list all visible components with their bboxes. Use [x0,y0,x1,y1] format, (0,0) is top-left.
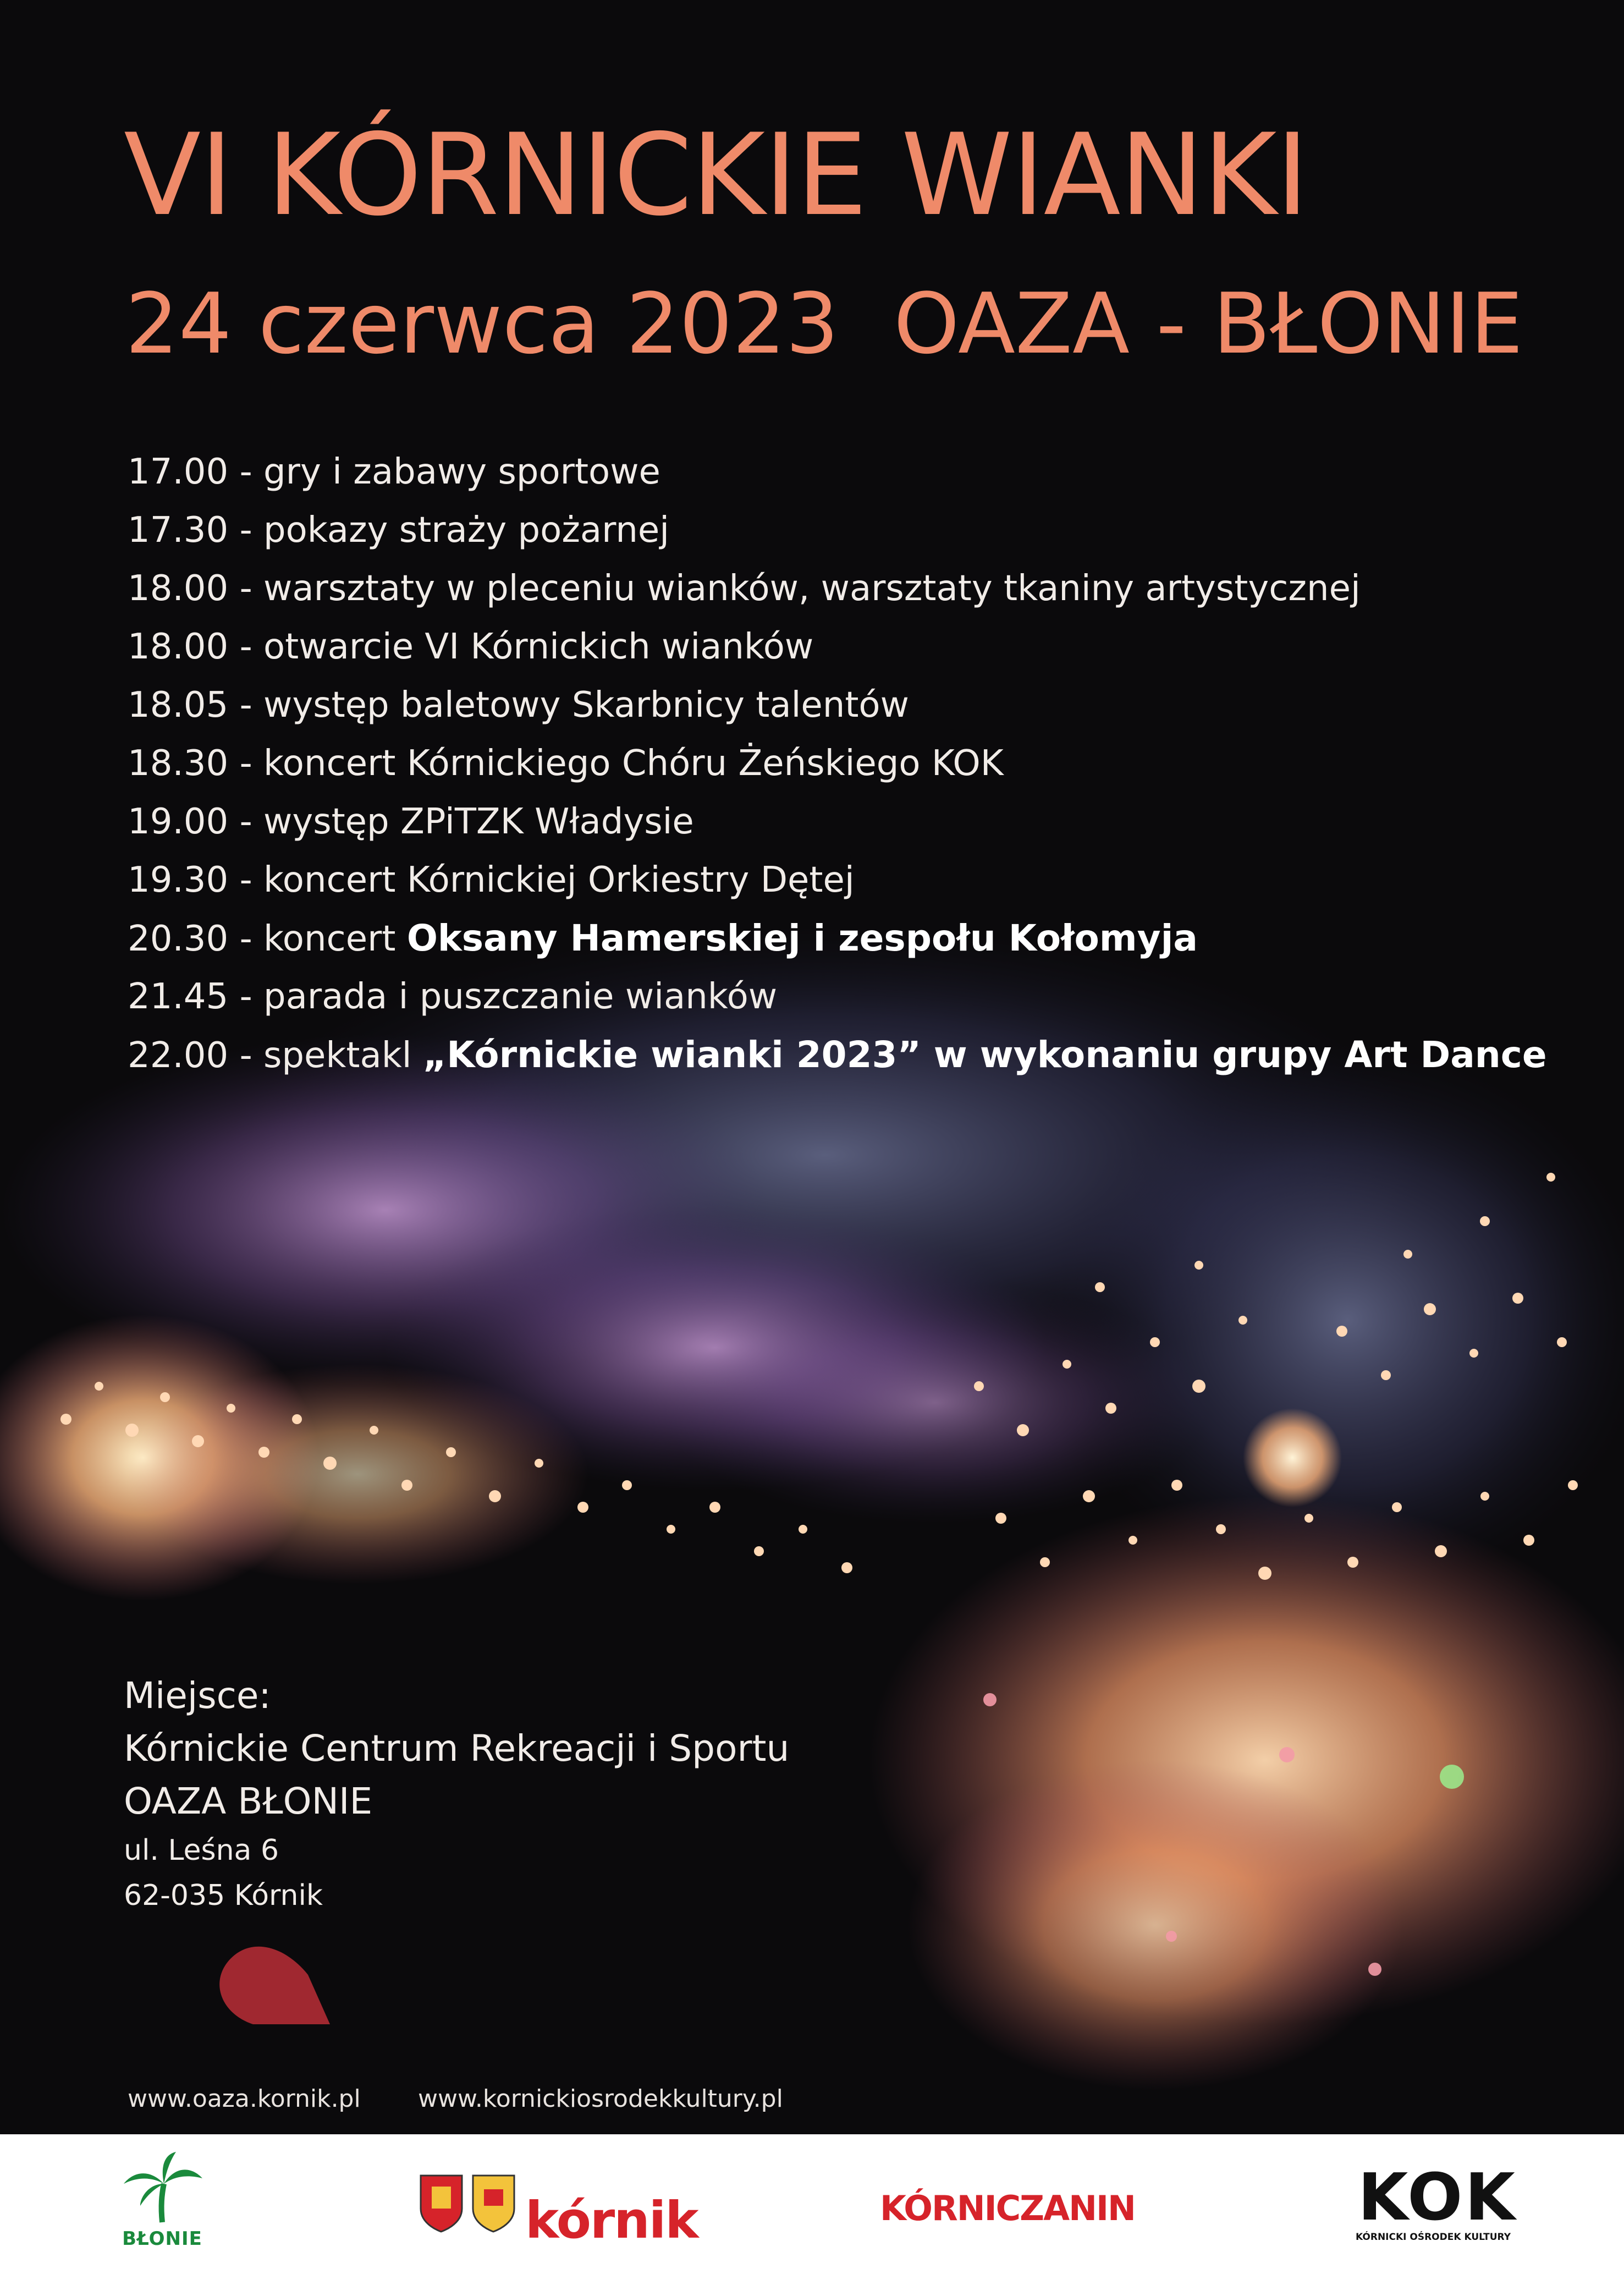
schedule-time: 22.00 - [128,1035,263,1076]
schedule-item [128,618,1547,676]
kornik-logo-text: kórnik [525,2191,698,2250]
kok-logo-subtitle: KÓRNICKI OŚRODEK KULTURY [1356,2232,1511,2243]
venue-label: Miejsce: [124,1674,271,1717]
palm-icon [115,2151,209,2228]
venue-street: ul. Leśna 6 [124,1834,279,1867]
schedule-text: występ baletowy Skarbnicy talentów [263,685,909,726]
event-place: OAZA - BŁONIE [894,275,1523,372]
schedule-text: otwarcie VI Kórnickich wianków [263,627,814,667]
sponsor-footer [0,2134,1624,2274]
schedule-highlight: „Kórnickie wianki 2023” w wykonaniu grupy Art Dance [422,1034,1547,1076]
schedule-text: występ ZPiTZK Władysie [263,801,694,842]
korniczanin-logo-text: KÓRNICZANIN [880,2188,1135,2228]
schedule-highlight: Oksany Hamerskiej i zespołu Kołomyja [406,917,1198,959]
schedule-item [128,734,1547,793]
venue-block [124,1669,789,1918]
schedule-item [128,968,1547,1026]
schedule-text: koncert Kórnickiego Chóru Żeńskiego KOK [263,743,1004,784]
venue-city: 62-035 Kórnik [124,1879,323,1912]
schedule-time: 19.00 - [128,801,263,842]
blonie-logo [115,2151,209,2261]
schedule-item [128,793,1547,851]
blonie-logo-text: BŁONIE [122,2228,202,2250]
coat-of-arms-icon [418,2170,522,2236]
schedule-time: 17.00 - [128,452,263,492]
schedule-time: 18.00 - [128,568,263,609]
venue-place: OAZA BŁONIE [124,1780,373,1822]
website-link-oaza[interactable]: www.oaza.kornik.pl [128,2085,361,2113]
schedule-text: pokazy straży pożarnej [263,510,670,551]
schedule-text: gry i zabawy sportowe [263,452,660,492]
venue-name: Kórnickie Centrum Rekreacji i Sportu [124,1727,790,1770]
kok-logo-text: KOK [1358,2159,1517,2235]
schedule-text: koncert [263,919,407,959]
schedule-item [128,851,1547,909]
schedule-text: warsztaty w pleceniu wianków, warsztaty tkaniny artystycznej [263,568,1361,609]
schedule-time: 18.05 - [128,685,263,726]
schedule-time: 19.30 - [128,860,263,900]
schedule-text: parada i puszczanie wianków [263,976,778,1017]
schedule-item [128,559,1547,618]
event-date: 24 czerwca 2023 [125,275,839,372]
website-link-kok[interactable]: www.kornickiosrodekkultury.pl [418,2085,783,2113]
schedule-time: 17.30 - [128,510,263,551]
kornik-logo [418,2165,704,2250]
kok-logo [1350,2159,1515,2253]
schedule-text: koncert Kórnickiej Orkiestry Dętej [263,860,855,900]
schedule-item [128,676,1547,734]
schedule-list [128,443,1547,1084]
schedule-time: 20.30 - [128,919,263,959]
event-title: VI KÓRNICKIE WIANKI [124,110,1308,241]
schedule-item [128,501,1547,559]
schedule-item [128,1026,1547,1084]
schedule-item [128,909,1547,968]
korniczanin-logo [880,2173,1135,2239]
schedule-time: 18.00 - [128,627,263,667]
schedule-text: spektakl [263,1035,423,1076]
schedule-item [128,443,1547,501]
schedule-time: 18.30 - [128,743,263,784]
schedule-time: 21.45 - [128,976,263,1017]
